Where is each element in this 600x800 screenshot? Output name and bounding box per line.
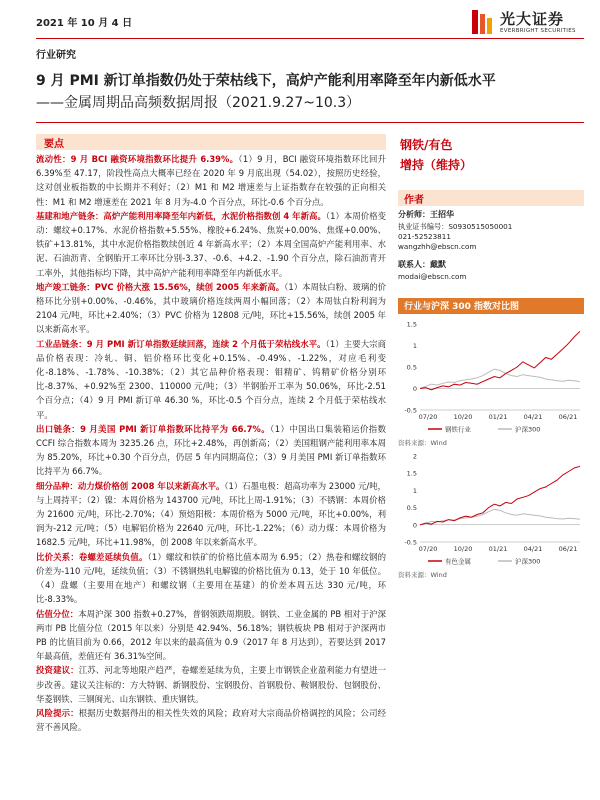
chart-source-steel: 资料来源：Wind [398, 439, 447, 447]
paragraph-heading: 比价关系：卷螺差延续负值。 [36, 551, 148, 562]
paragraph-valuation [36, 607, 386, 664]
paragraph-infrastructure [36, 209, 386, 280]
legend-label: 沪深300 [515, 425, 541, 434]
paragraph-price-ratio [36, 550, 386, 607]
paragraph-text: （1）石墨电极：超高功率为 23000 元/吨，与上周持平；（2）镍：本周价格为 143700 元/吨，环比上周-1.91%；（3）不锈钢：本周价格为 21600 元/吨，环比-2.70%；（4）预焙阳极：本周价格为 5000 元/吨，环比+0.00%，利润为-212 元/吨；（5）电解铝价格为 22640 元/吨，环比-1.22%；（6）动力煤：本周价格为 1682.5 元/吨，环比+11.98%，创 2008 年以来新高水平。 [36, 480, 387, 548]
x-tick-label: 10/20 [453, 413, 473, 421]
paragraph-heading: 工业品链条：9 月 PMI 新订单指数延续回落，连续 2 个月低于荣枯线水平。 [36, 338, 326, 349]
rating-label: 增持（维持） [400, 158, 473, 172]
paragraph-text: （1）9 月，BCI 融资环境指数环比回升 6.39%至 47.17，阶段性高点大概率已经在 2020 年 9 月底出现（54.02），按照历史经验，这对创业板指数的中长期并不利好；（2）M1 和 M2 增速差与上证指数存在较强的正向相关性：M1 和 M2 增速差在 2021 年 8 月为-4.0 个百分点，环比-0.6 个百分点。 [36, 154, 386, 207]
y-tick-label: -0.5 [404, 406, 417, 415]
paragraph-liquidity [36, 152, 386, 209]
key-points-body [36, 152, 386, 734]
paragraph-heading: 地产竣工链条：PVC 价格大涨 15.56%，续创 2005 年来新高。 [36, 281, 285, 292]
paragraph-text: 江苏、河北等地限产趋严，卷螺差延续为负，主要上市钢铁企业盈利能力有望进一步改善。建议关注标的：方大特钢、新钢股份、宝钢股份、首钢股份、鞍钢股份、包钢股份、华菱钢铁、三钢闽光、山东钢铁、重庆钢铁。 [36, 665, 386, 704]
paragraph-completion [36, 280, 386, 337]
report-title: 9 月 PMI 新订单指数仍处于荣枯线下，高炉产能利用率降至年内新低水平 [36, 73, 496, 89]
legend-label: 有色金属 [445, 557, 471, 566]
x-tick-label: 01/21 [488, 413, 508, 421]
company-logo [470, 6, 580, 40]
x-tick-label: 01/21 [488, 545, 508, 553]
y-tick-label: 0 [412, 385, 417, 393]
steel-vs-hs300-chart [398, 318, 584, 436]
top-divider [36, 38, 584, 39]
key-points-label: 要点 [44, 139, 64, 150]
logo-subtitle: EVERBRIGHT SECURITIES [500, 28, 576, 34]
analyst-certificate: 执业证书编号：S0930515050001 [398, 222, 513, 231]
x-tick-label: 04/21 [523, 545, 543, 553]
x-tick-label: 07/20 [418, 413, 438, 421]
author-header-bar [398, 190, 584, 206]
report-category: 行业研究 [36, 50, 76, 61]
y-tick-label: 1.5 [406, 469, 417, 478]
paragraph-export [36, 422, 386, 479]
logo-mark-icon [470, 8, 494, 36]
paragraph-text: （1）主要大宗商品价格表现：冷轧、铜、铝价格环比变化+0.15%、-0.49%、-1.22%，对应毛利变化-8.18%、-1.78%、-10.38%；（2）其它品种价格表现：钼精矿、钨精矿价格分别环比-8.37%、+0.92%至 2300、110000 元/吨；（3）半钢胎开工率为 50.06%，环比-2.51 个百分点；（4）9 月 PMI 新订单 46.30 %，环比-0.5 个百分点，连续 2 个月低于荣枯线水平。 [36, 338, 386, 420]
sector-name: 钢铁/有色 [400, 138, 453, 152]
paragraph-industrial [36, 337, 386, 422]
paragraph-heading: 投资建议： [36, 665, 79, 676]
paragraph-text: 本周沪深 300 指数+0.27%，普钢领跌周期股。钢铁、工业金属的 PB 相对于沪深两市 PB 比值分位（2015 年以来）分别是 42.94%、56.18%；钢铁板块 PB 相对于沪深两市 PB 的比值目前为 0.66，2012 年以来的最高值为 0.9（2017 年 8 月达到），若要达到 2017 年最高值，差值还有 36.31%空间。 [36, 608, 387, 662]
chart-source-nonferrous: 资料来源：Wind [398, 571, 447, 579]
chart-section-title: 行业与沪深 300 指数对比图 [404, 302, 520, 312]
y-tick-label: 1 [412, 486, 417, 495]
author-label: 作者 [404, 195, 424, 206]
key-points-header-bar [36, 134, 386, 150]
logo-name: 光大证券 [500, 10, 565, 28]
x-tick-label: 04/21 [523, 413, 543, 421]
report-subtitle: ——金属周期品高频数据周报（2021.9.27~10.3） [36, 95, 361, 111]
analyst-email[interactable]: wangzhh@ebscn.com [398, 242, 477, 251]
paragraph-heading: 基建和地产链条：高炉产能利用率降至年内新低，水泥价格指数创 4 年新高。 [36, 210, 326, 221]
paragraph-text: 根据历史数据得出的相关性失效的风险；政府对大宗商品价格调控的风险；公司经营不善风险。 [36, 707, 386, 733]
legend-label: 钢铁行业 [445, 425, 471, 434]
paragraph-recommendation [36, 663, 386, 706]
nonferrous-vs-hs300-chart [398, 450, 584, 568]
contact-name: 联系人：戴默 [398, 260, 446, 269]
paragraph-heading: 流动性：9 月 BCI 融资环境指数环比提升 6.39%。 [36, 154, 239, 164]
paragraph-heading: 出口链条：9 月美国 PMI 新订单指数环比持平为 66.7%。 [36, 423, 271, 434]
contact-email[interactable]: modai@ebscn.com [398, 272, 467, 281]
paragraph-heading: 细分品种：动力煤价格创 2008 年以来新高水平。 [36, 480, 225, 491]
paragraph-products [36, 479, 386, 550]
paragraph-heading: 估值分位： [36, 608, 79, 619]
y-tick-label: 0.5 [406, 504, 417, 513]
report-date: 2021 年 10 月 4 日 [36, 18, 133, 29]
x-tick-label: 06/21 [558, 413, 578, 421]
y-tick-label: 0.5 [406, 363, 417, 372]
analyst-name: 分析师：王招华 [398, 210, 454, 219]
paragraph-heading: 风险提示： [36, 707, 79, 718]
y-tick-label: -0.5 [404, 538, 417, 547]
title-divider [36, 122, 584, 123]
paragraph-text: （1）中国出口集装箱运价指数 CCFI 综合指数本周为 3235.26 点，环比+2.48%，再创新高；（2）美国粗钢产能利用率本周为 85.20%，环比+0.30 个百分点，仍居 5 年内同期高位；（3）9 月美国 PMI 新订单指数环比持平为 66.7%。 [36, 423, 386, 477]
y-tick-label: 1 [412, 342, 417, 350]
x-tick-label: 07/20 [418, 545, 438, 553]
y-tick-label: 1.5 [406, 320, 417, 329]
paragraph-text: （1）本周价格变动：螺纹+0.17%、水泥价格指数+5.55%、橡胶+6.24%、焦炭+0.00%、焦煤+0.00%、铁矿+13.81%，其中水泥价格指数续创近 4 年新高水平；（2）本周全国高炉产能利用率、水泥、石油沥青、全钢胎开工率环比分别-3.37、-0.6、+4.2、-1.90 个百分点，除石油沥青开工率外，其他指标均下降，其中高炉产能利用率降至年内新低水平。 [36, 210, 387, 278]
series-line [420, 509, 580, 525]
x-tick-label: 10/20 [453, 545, 473, 553]
legend-label: 沪深300 [515, 557, 541, 566]
y-tick-label: 2 [412, 452, 417, 461]
paragraph-text: （1）本周钛白粉、玻璃的价格环比分别+0.00%、-0.46%，其中玻璃价格连续两周小幅回落；（2）本周钛白粉利润为 2104 元/吨，环比+2.40%；（3）PVC 价格为 12808 元/吨，环比+15.56%，续创 2005 年以来新高水平。 [36, 281, 386, 335]
x-tick-label: 06/21 [558, 545, 578, 553]
paragraph-text: （1）螺纹和铁矿的价格比值本周为 6.95；（2）热卷和螺纹钢的价差为-110 元/吨，延续负值；（3）不锈钢热轧电解镍的价格比值为 0.13，处于 10 年低位。（4）盘螺（主要用在地产）和螺纹钢（主要用在基建）的价差本周五达 330 元/吨，环比-8.33%。 [36, 551, 386, 605]
analyst-phone: 021-52523811 [398, 232, 451, 241]
paragraph-risk [36, 706, 386, 734]
y-tick-label: 0 [412, 521, 417, 530]
series-line [420, 466, 580, 525]
